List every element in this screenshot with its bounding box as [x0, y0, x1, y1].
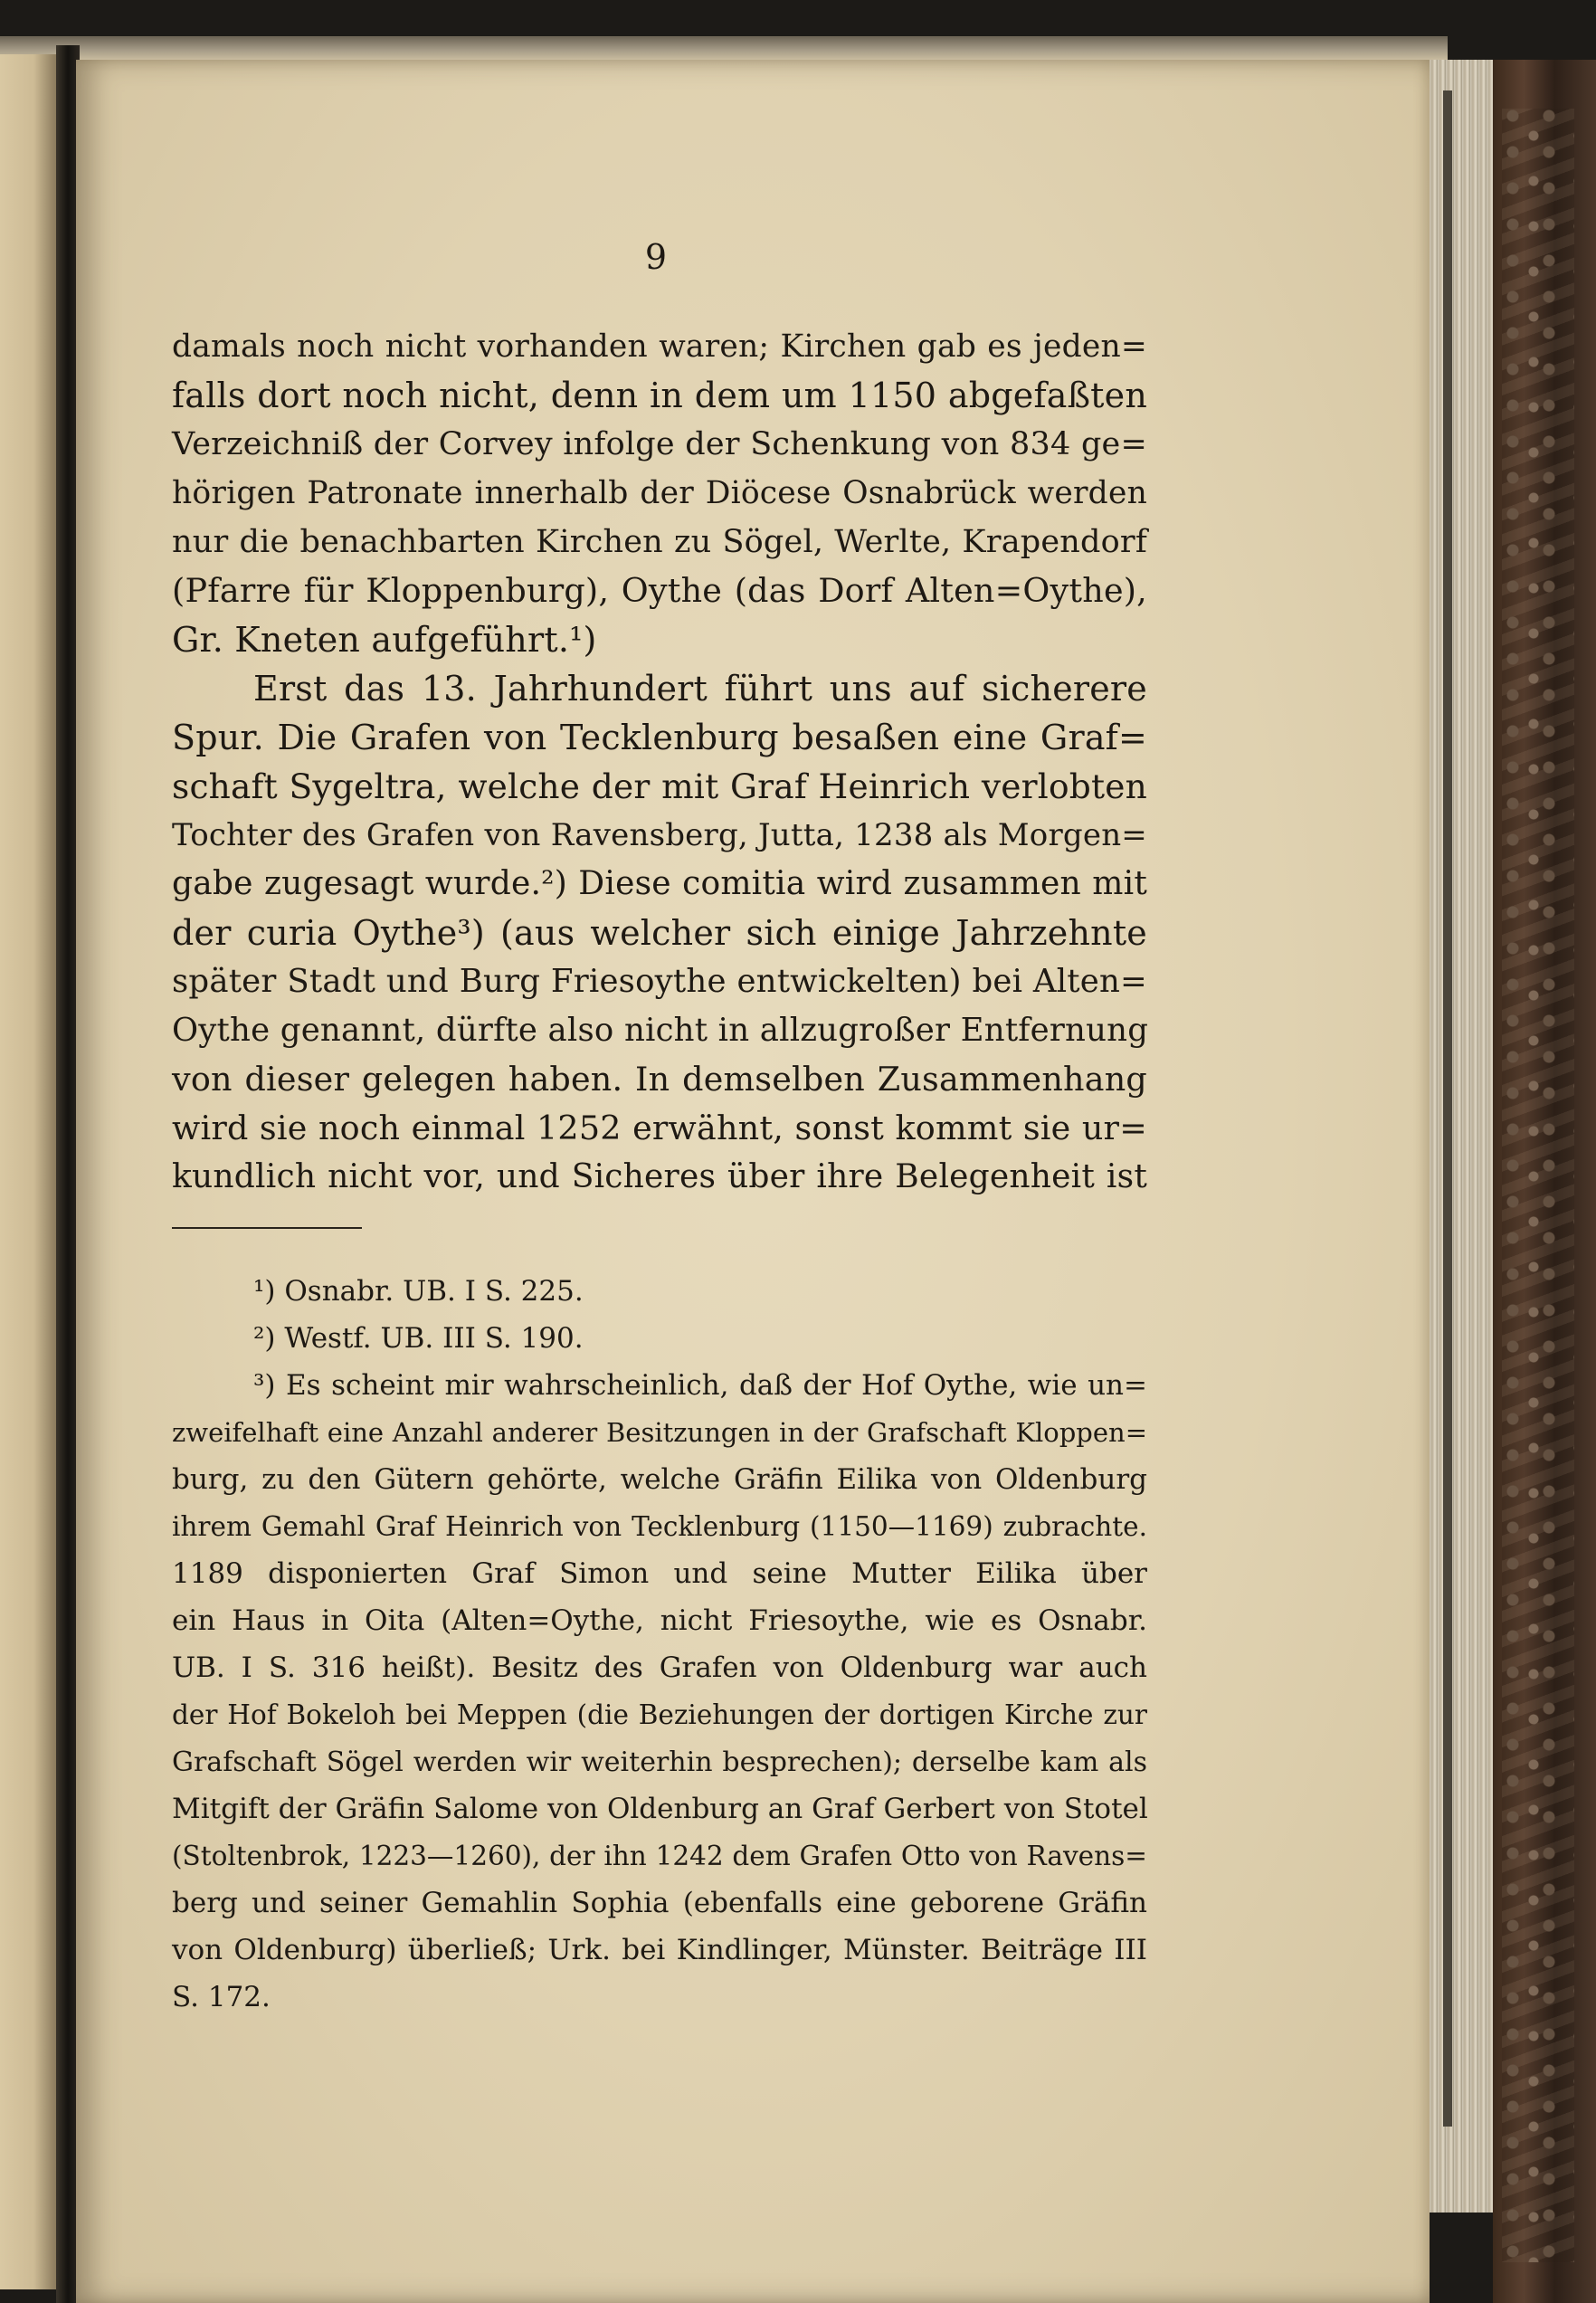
footnote-line: ¹) Osnabr. UB. I S. 225. — [253, 1275, 584, 1308]
body-line: Spur. Die Grafen von Tecklenburg besaßen eine Graf= — [172, 718, 1147, 757]
body-line: schaft Sygeltra, welche der mit Graf Heinrich verlobten — [172, 766, 1147, 806]
page-number: 9 — [644, 237, 668, 277]
footnote-line: zweifelhaft eine Anzahl anderer Besitzungen in der Grafschaft Kloppen= — [172, 1417, 1147, 1448]
body-line: kundlich nicht vor, und Sicheres über ihre Belegenheit ist — [172, 1158, 1147, 1195]
footnote-line: ³) Es scheint mir wahrscheinlich, daß der Hof Oythe, wie un= — [253, 1369, 1147, 1402]
body-line: Tochter des Grafen von Ravensberg, Jutta, 1238 als Morgen= — [172, 817, 1147, 853]
body-line: von dieser gelegen haben. In demselben Zusammenhang — [172, 1060, 1147, 1099]
footnote-line: UB. I S. 316 heißt). Besitz des Grafen von Oldenburg war auch — [172, 1651, 1147, 1684]
body-line: falls dort noch nicht, denn in dem um 1150 abgefaßten — [172, 376, 1147, 415]
marbled-cover-pattern — [1502, 109, 1574, 2262]
body-line: der curia Oythe³) (aus welcher sich einige Jahrzehnte — [172, 913, 1147, 953]
footnote-line: berg und seiner Gemahlin Sophia (ebenfalls eine geborene Gräfin — [172, 1887, 1147, 1919]
footnote-line: ein Haus in Oita (Alten=Oythe, nicht Friesoythe, wie es Osnabr. — [172, 1604, 1147, 1637]
body-line: später Stadt und Burg Friesoythe entwickelten) bei Alten= — [172, 963, 1147, 1000]
footnote-line: burg, zu den Gütern gehörte, welche Gräfin Eilika von Oldenburg — [172, 1463, 1147, 1496]
footnote-line: S. 172. — [172, 1981, 271, 2013]
body-line: wird sie noch einmal 1252 erwähnt, sonst kommt sie ur= — [172, 1109, 1147, 1147]
body-line: Erst das 13. Jahrhundert führt uns auf sicherere — [253, 669, 1147, 709]
footnote-line: Mitgift der Gräfin Salome von Oldenburg an Graf Gerbert von Stotel — [172, 1793, 1148, 1825]
body-line: Gr. Kneten aufgeführt.¹) — [172, 620, 597, 660]
footnote-separator — [172, 1227, 362, 1229]
footnote-line: (Stoltenbrok, 1223—1260), der ihn 1242 dem Grafen Otto von Ravens= — [172, 1841, 1147, 1871]
footnote-line: von Oldenburg) überließ; Urk. bei Kindlinger, Münster. Beiträge III — [172, 1934, 1147, 1966]
page-edges — [1430, 60, 1493, 2213]
body-line: gabe zugesagt wurde.²) Diese comitia wird zusammen mit — [172, 865, 1147, 902]
footnote-line: ²) Westf. UB. III S. 190. — [253, 1322, 584, 1355]
body-line: hörigen Patronate innerhalb der Diöcese Osnabrück werden — [172, 475, 1147, 511]
body-line: damals noch nicht vorhanden waren; Kirchen gab es jeden= — [172, 328, 1147, 365]
page-edge-shadow — [1443, 90, 1452, 2127]
body-line: (Pfarre für Kloppenburg), Oythe (das Dorf Alten=Oythe), — [172, 571, 1147, 610]
body-line: nur die benachbarten Kirchen zu Sögel, Werlte, Krapendorf — [172, 524, 1147, 560]
facing-page-edge — [0, 54, 56, 2289]
footnote-line: ihrem Gemahl Graf Heinrich von Tecklenburg (1150—1169) zubrachte. — [172, 1511, 1147, 1542]
footnote-line: der Hof Bokeloh bei Meppen (die Beziehungen der dortigen Kirche zur — [172, 1699, 1147, 1730]
footnote-line: 1189 disponierten Graf Simon und seine Mutter Eilika über — [172, 1557, 1147, 1590]
body-line: Verzeichniß der Corvey infolge der Schenkung von 834 ge= — [172, 426, 1147, 462]
footnote-line: Grafschaft Sögel werden wir weiterhin besprechen); derselbe kam als — [172, 1746, 1147, 1778]
body-line: Oythe genannt, dürfte also nicht in allzugroßer Entfernung — [172, 1012, 1149, 1049]
